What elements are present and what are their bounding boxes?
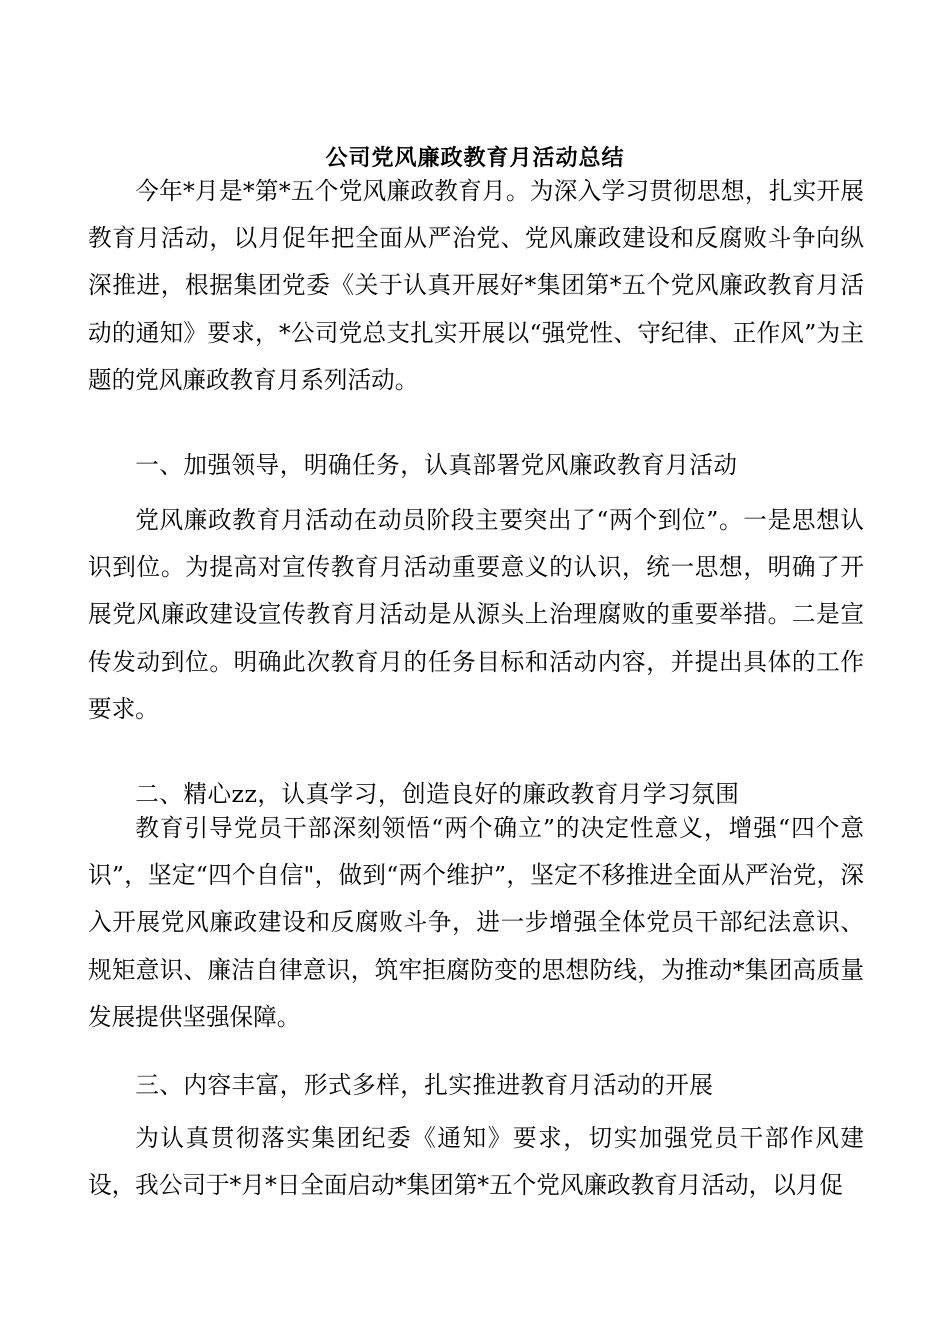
paragraph-section-1: 党风廉政教育月活动在动员阶段主要突出了“两个到位”。一是思想认识到位。为提高对宣传教育月活动重要意义的认识，统一思想，明确了开展党风廉政建设宣传教育月活动是从源头上治理腐败的重要举措。二是宣传发动到位。明确此次教育月的任务目标和活动内容，并提出具体的工作要求。 [88,506,864,723]
paragraph-intro: 今年*月是*第*五个党风廉政教育月。为深入学习贯彻思想，扎实开展教育月活动，以月促年把全面从严治党、党风廉政建设和反腐败斗争向纵深推进，根据集团党委《关于认真开展好*集团第*五个党风廉政教育月活动的通知》要求，*公司党总支扎实开展以“强党性、守纪律、正作风”为主题的党风廉政教育月系列活动。 [88,177,864,394]
section-heading-2: 二、精心zz，认真学习，创造良好的廉政教育月学习氛围 [135,780,740,808]
section-heading-3: 三、内容丰富，形式多样，扎实推进教育月活动的开展 [135,1071,714,1099]
paragraph-section-3: 为认真贯彻落实集团纪委《通知》要求，切实加强党员干部作风建设，我公司于*月*日全面启动*集团第*五个党风廉政教育月活动，以月促 [88,1124,864,1200]
section-heading-1: 一、加强领导，明确任务，认真部署党风廉政教育月活动 [135,451,738,479]
document-title: 公司党风廉政教育月活动总结 [325,145,625,171]
paragraph-section-2: 教育引导党员干部深刻领悟“两个确立”的决定性意义，增强“四个意识”，坚定“四个自信"，做到“两个维护”，坚定不移推进全面从严治党，深入开展党风廉政建设和反腐败斗争，进一步增强全体党员干部纪法意识、规矩意识、廉洁自律意识，筑牢拒腐防变的思想防线，为推动*集团高质量发展提供坚强保障。 [88,814,864,1031]
